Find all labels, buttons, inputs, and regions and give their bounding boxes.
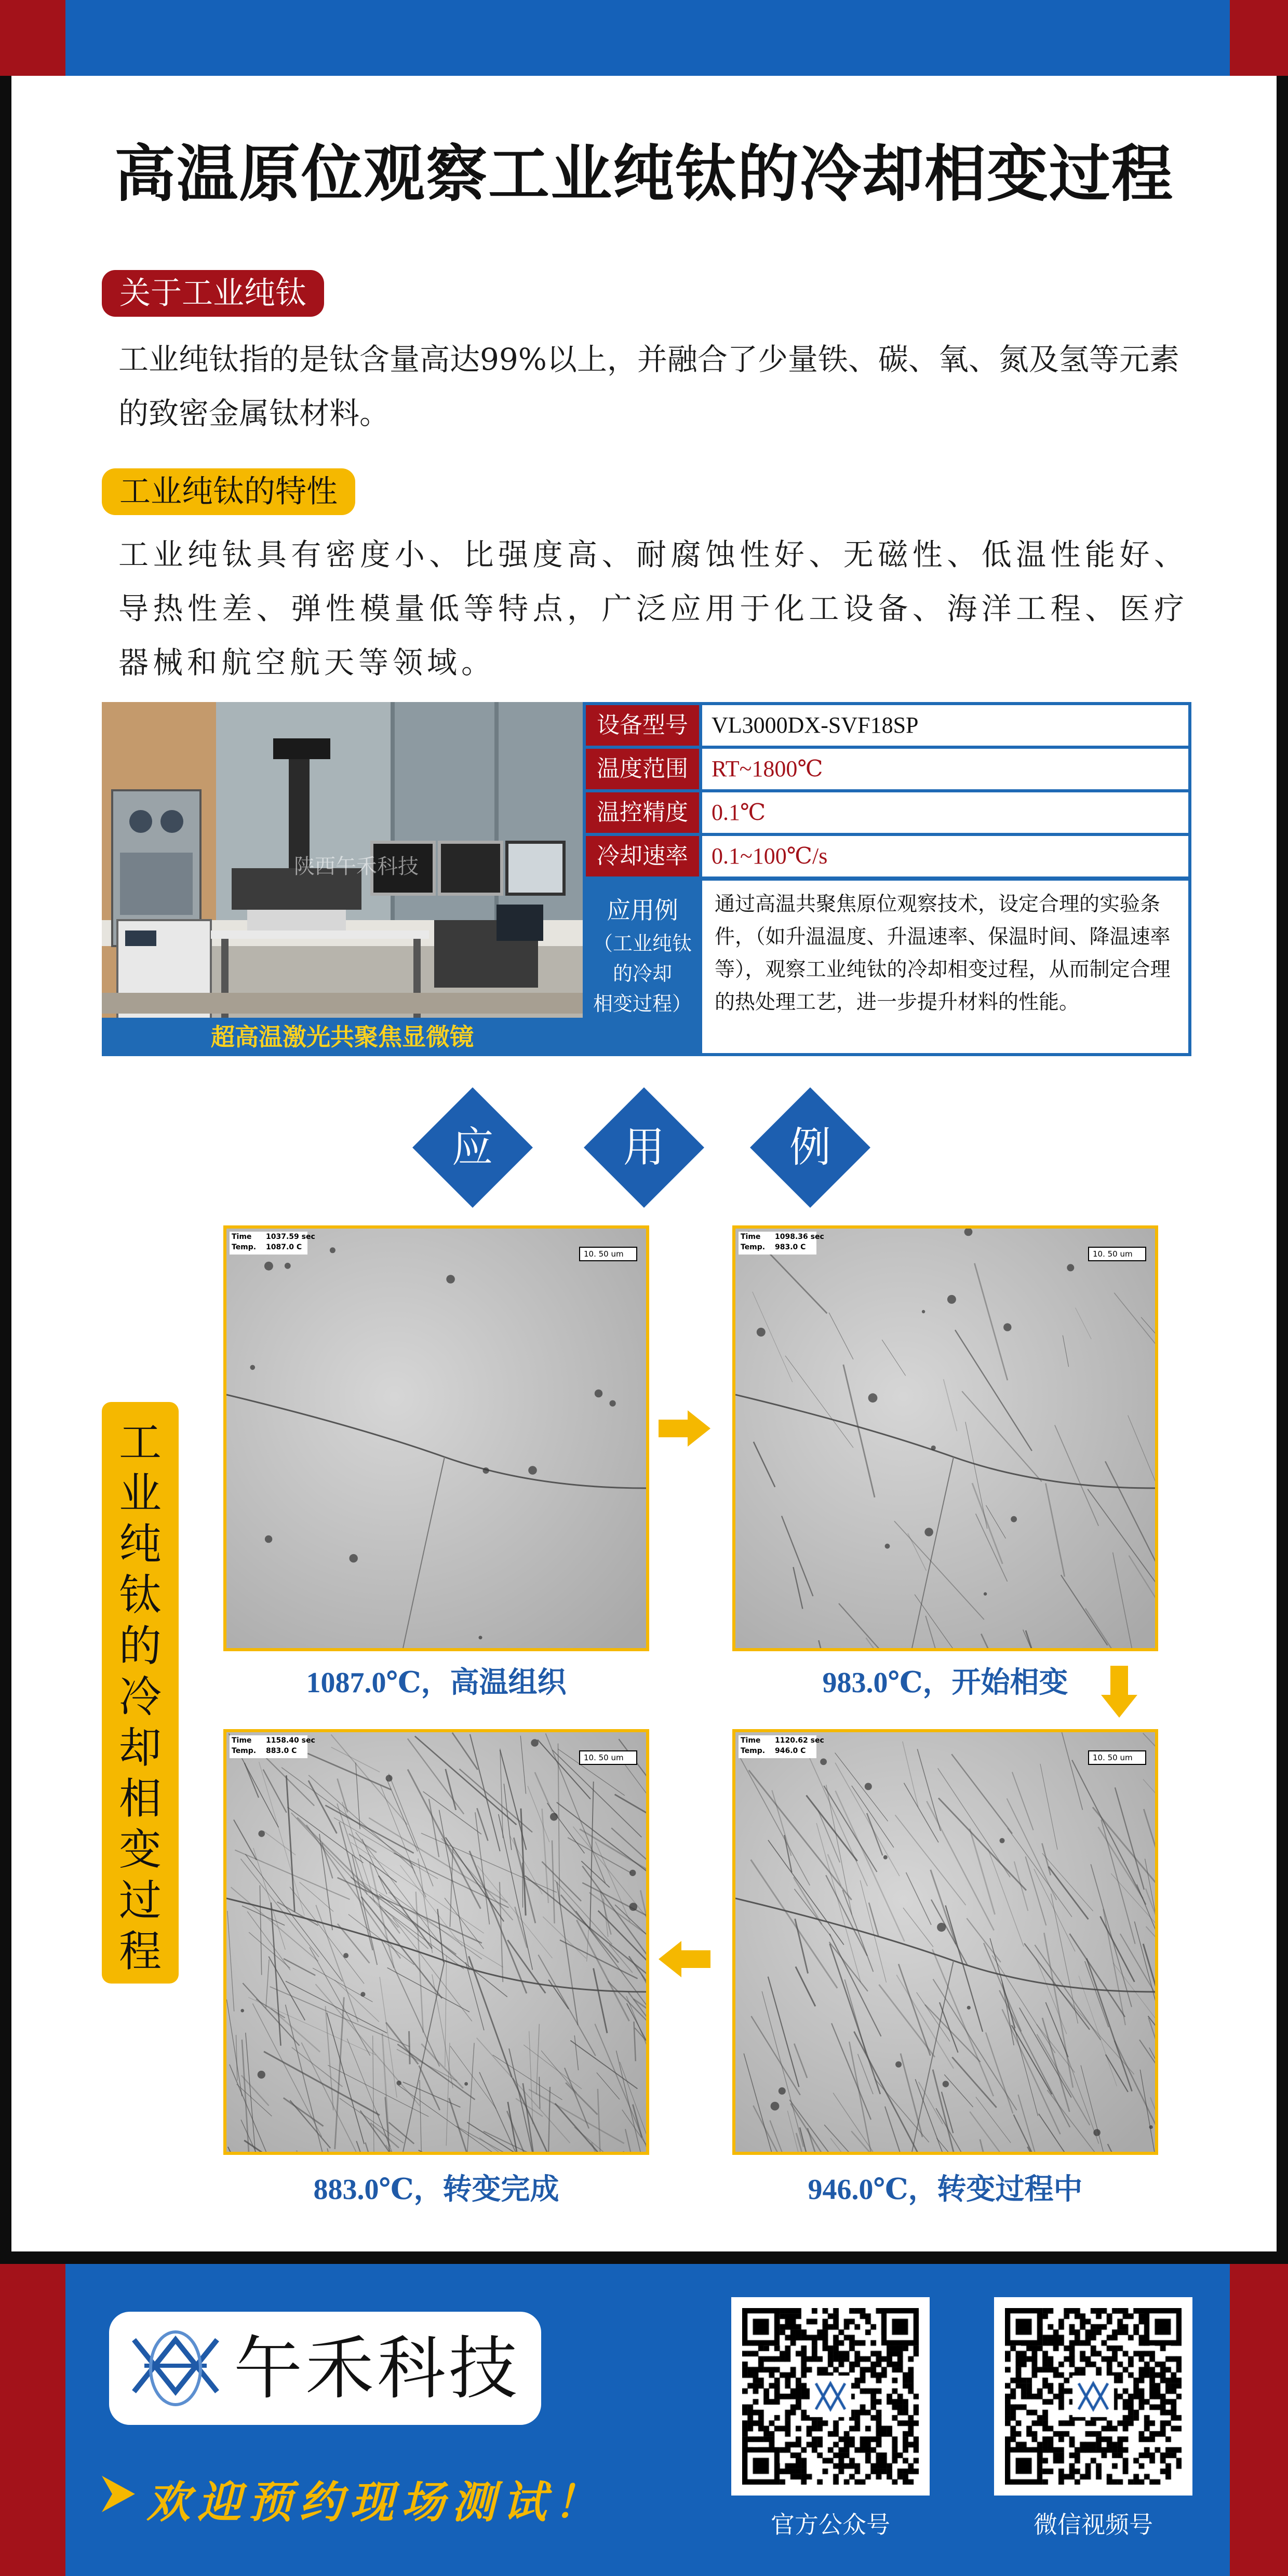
qr-code-official[interactable] (731, 2297, 930, 2496)
application-label-sub-2: 的冷却 (612, 962, 672, 985)
diamond-char: 应 (452, 1123, 493, 1171)
application-label-main: 应用例 (607, 896, 678, 924)
top-banner-red-left (0, 0, 65, 76)
overlay-time-label: Time (741, 1736, 761, 1745)
overlay-time-label: Time (232, 1233, 252, 1241)
qr-label-official: 官方公众号 (771, 2511, 890, 2539)
scale-bar-label: 10. 50 um (584, 1249, 624, 1259)
overlay-temp-label: Temp. (232, 1243, 257, 1251)
arrow-down-icon (1101, 1666, 1137, 1718)
equipment-photo (102, 702, 583, 1056)
micrograph-caption: 983.0℃，开始相变 (822, 1667, 1068, 1699)
overlay-time-label: Time (741, 1233, 761, 1241)
overlay-time-value: 1037.59 sec (266, 1233, 315, 1241)
spec-value: 0.1~100℃/s (702, 836, 1188, 876)
micrograph-caption: 883.0℃，转变完成 (313, 2174, 559, 2206)
scale-bar-label: 10. 50 um (1093, 1249, 1133, 1259)
application-label-cell (586, 881, 699, 1053)
vertical-label-char: 程 (118, 1927, 162, 1976)
vertical-label-char: 工 (118, 1418, 162, 1467)
diamond-char: 用 (623, 1123, 665, 1171)
spec-value: RT~1800℃ (702, 749, 1188, 789)
application-label-sub-3: 相变过程） (593, 992, 692, 1015)
micrograph-caption: 1087.0℃，高温组织 (306, 1667, 567, 1699)
micrograph (223, 1729, 649, 2155)
application-description: 通过高温共聚焦原位观察技术，设定合理的实验条件，（如升温温度、升温速率、保温时间、降温速率等），观察工业纯钛的冷却相变过程，从而制定合理的热处理工艺，进一步提升材料的性能。 (702, 881, 1188, 1053)
lab-scene-illustration (102, 702, 583, 1056)
watermark-text: 陕西午禾科技 (294, 855, 419, 879)
diamond-char: 例 (789, 1123, 831, 1171)
overlay-time-value: 1158.40 sec (266, 1736, 315, 1745)
application-label-sub-1: （工业纯钛 (593, 932, 692, 955)
vertical-label-char: 钛 (118, 1571, 162, 1620)
micrograph-texture (226, 1229, 646, 1648)
overlay-temp-value: 983.0 C (775, 1243, 806, 1251)
overlay-time-value: 1098.36 sec (775, 1233, 824, 1241)
overlay-temp-value: 1087.0 C (266, 1243, 302, 1251)
vertical-label-char: 业 (118, 1469, 162, 1518)
vertical-label-char: 变 (118, 1825, 162, 1874)
properties-section-tag: 工业纯钛的特性 (102, 468, 355, 515)
arrow-left-icon (659, 1941, 710, 1977)
micrograph (223, 1225, 649, 1651)
top-banner (0, 0, 1288, 76)
micrograph (732, 1225, 1158, 1651)
vertical-label-char: 纯 (118, 1520, 162, 1569)
footer-red-right (1230, 2264, 1288, 2576)
slogan: 欢迎预约现场测试！ (146, 2477, 605, 2528)
overlay-temp-value: 883.0 C (266, 1747, 297, 1755)
overlay-temp-label: Temp. (741, 1747, 766, 1755)
overlay-time-label: Time (232, 1736, 252, 1745)
spec-label: 温控精度 (586, 792, 699, 833)
vertical-label-char: 却 (118, 1723, 162, 1773)
company-logo-box (109, 2312, 541, 2425)
arrow-right-icon (659, 1410, 710, 1447)
about-paragraph: 工业纯钛指的是钛含量高达99%以上，并融合了少量铁、碳、氧、氮及氢等元素的致密金属钛材料。 (118, 342, 1179, 431)
scale-bar-label: 10. 50 um (1093, 1753, 1133, 1762)
vertical-label-char: 的 (118, 1622, 162, 1671)
top-banner-red-right (1230, 0, 1288, 76)
scale-bar-label: 10. 50 um (584, 1753, 624, 1762)
vertical-label-char: 相 (118, 1774, 162, 1824)
spec-label: 冷却速率 (586, 836, 699, 876)
vertical-label-char: 冷 (118, 1673, 162, 1722)
overlay-temp-label: Temp. (232, 1747, 257, 1755)
spec-label: 温度范围 (586, 749, 699, 789)
about-section-tag: 关于工业纯钛 (102, 270, 324, 317)
overlay-temp-value: 946.0 C (775, 1747, 806, 1755)
spec-value: VL3000DX-SVF18SP (702, 705, 1188, 746)
qr-label-video: 微信视频号 (1034, 2511, 1153, 2539)
page-title: 高温原位观察工业纯钛的冷却相变过程 (114, 138, 1174, 210)
company-logo-icon (124, 2324, 227, 2412)
qr-code-video[interactable] (994, 2297, 1192, 2496)
slogan-arrow-icon (102, 2476, 135, 2512)
company-name: 午禾科技 (234, 2329, 520, 2409)
overlay-time-value: 1120.62 sec (775, 1736, 824, 1745)
spec-label: 设备型号 (586, 705, 699, 746)
micrograph-texture (226, 1732, 646, 2152)
properties-paragraph: 工业纯钛具有密度小、比强度高、耐腐蚀性好、无磁性、低温性能好、导热性差、弹性模量低等特点，广泛应用于化工设备、海洋工程、医疗器械和航空航天等领域。 (118, 537, 1188, 680)
micrograph-texture (735, 1229, 1155, 1648)
equipment-caption: 超高温激光共聚焦显微镜 (102, 1018, 583, 1056)
spec-value: 0.1℃ (702, 792, 1188, 833)
micrograph-texture (735, 1732, 1155, 2152)
footer-red-left (0, 2264, 65, 2576)
micrograph (732, 1729, 1158, 2155)
micrograph-caption: 946.0℃，转变过程中 (808, 2174, 1083, 2206)
vertical-label (102, 1418, 179, 1977)
overlay-temp-label: Temp. (741, 1243, 766, 1251)
vertical-label-char: 过 (118, 1876, 162, 1925)
